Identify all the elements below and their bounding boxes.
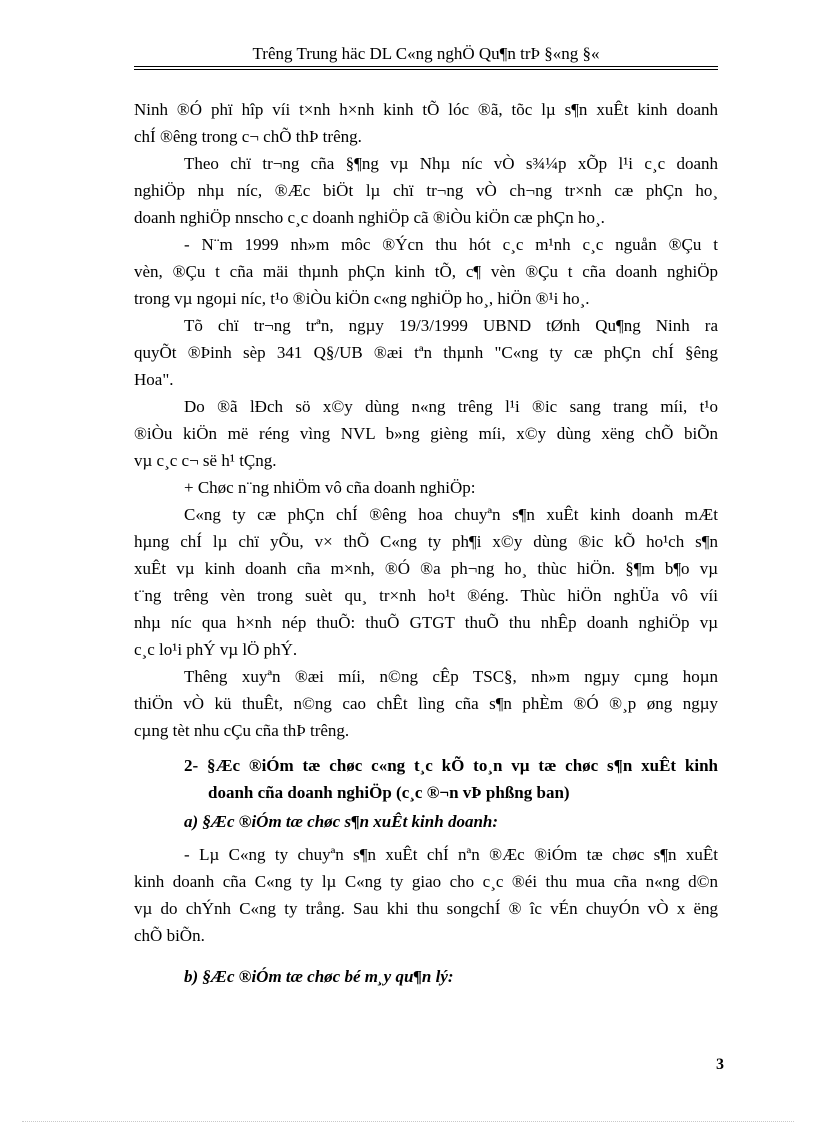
header-rule <box>134 66 718 67</box>
page-body <box>134 96 718 996</box>
text-line: quyÕt ®Þinh sèp 341 Q§/UB ®æi tªn thµnh "C«ng ty cæ phÇn chÍ §êng <box>134 343 718 362</box>
text-line: C«ng ty cæ phÇn chÍ ®êng hoa chuyªn s¶n xuÊt kinh doanh mÆt <box>184 505 718 524</box>
text-line: ®iÒu kiÖn më réng vìng NVL b»ng gièng míi, x©y dùng xëng chÕ biÕn <box>134 424 718 443</box>
text-line: thiÖn vÒ kü thuÊt, n©ng cao chÊt lìng cña s¶n phÈm ®Ó ®¸p øng ngµy <box>134 694 718 713</box>
text-line: doanh nghiÖp nnscho c¸c doanh nghiÖp cã ®iÒu kiÖn cæ phÇn ho¸. <box>134 208 605 227</box>
paragraph-6 <box>134 474 718 501</box>
text-line: nghiÖp nhµ níc, ®Æc biÖt lµ chï tr¬ng vÒ ch¬ng tr×nh cæ phÇn ho¸ <box>134 181 718 200</box>
text-line: Thêng xuyªn ®æi míi, n©ng cÊp TSC§, nh»m ngµy cµng hoµn <box>184 667 718 686</box>
text-line: trong vµ ngoµi níc, t¹o ®iÒu kiÖn c«ng nghiÖp ho¸, hiÖn ®¹i ho¸. <box>134 289 590 308</box>
text-line: + Chøc n¨ng nhiÖm vô cña doanh nghiÖp: <box>184 478 476 497</box>
text-line: cµng tèt nhu cÇu cña thÞ trêng. <box>134 721 350 740</box>
paragraph-4 <box>134 312 718 393</box>
text-line: vµ c¸c c¬ së h¹ tÇng. <box>134 451 277 470</box>
paragraph-a <box>134 841 718 949</box>
page-bottom-rule <box>22 1121 794 1122</box>
text-line: c¸c lo¹i phÝ vµ lÖ phÝ. <box>134 640 298 659</box>
text-line: - Lµ C«ng ty chuyªn s¶n xuÊt chÍ nªn ®Æc ®iÓm tæ chøc s¶n xuÊt <box>184 845 718 864</box>
text-line: - N¨m 1999 nh»m môc ®Ýcn thu hót c¸c m¹nh c¸c nguån ®Çu t <box>184 235 718 254</box>
paragraph-5 <box>134 393 718 474</box>
text-line: xuÊt vµ kinh doanh cña m×nh, ®Ó ®a ph¬ng ho¸ thùc hiÖn. §¶m b¶o vµ <box>134 559 718 578</box>
text-line: chÍ ®êng trong c¬ chÕ thÞ trêng. <box>134 127 362 146</box>
section-heading-line: doanh cña doanh nghiÖp (c¸c ®¬n vÞ phßng ban) <box>208 783 570 802</box>
paragraph-8 <box>134 663 718 744</box>
paragraph-3 <box>134 231 718 312</box>
text-line: Tõ chï tr¬ng trªn, ngµy 19/3/1999 UBND tØnh Qu¶ng Ninh ra <box>184 316 718 335</box>
text-line: hµng chÍ lµ chï yÕu, v× thÕ C«ng ty ph¶i x©y dùng ®ic kÕ ho¹ch s¶n <box>134 532 718 551</box>
text-line: nhµ níc qua h×nh nép thuÕ: thuÕ GTGT thuÕ thu nhÊp doanh nghiÖp vµ <box>134 613 718 632</box>
spacer <box>134 949 718 961</box>
text-line: vµ do chÝnh C«ng ty trång. Sau khi thu songchÍ ® îc vÉn chuyÓn vÒ x ëng <box>134 899 718 918</box>
paragraph-7 <box>134 501 718 663</box>
subheading-a: a) §Æc ®iÓm tæ chøc s¶n xuÊt kinh doanh: <box>184 812 499 831</box>
section-heading <box>134 752 718 806</box>
text-line: vèn, ®Çu t cña mäi thµnh phÇn kinh tÕ, c¶ vèn ®Çu t cña doanh nghiÖp <box>134 262 718 281</box>
header-rule <box>134 69 718 70</box>
text-line: Hoa". <box>134 370 174 389</box>
text-line: Ninh ®Ó phï hîp víi t×nh h×nh kinh tÕ lóc ®ã, tõc lµ s¶n xuÊt kinh doanh <box>134 100 718 119</box>
text-line: chÕ biÕn. <box>134 926 205 945</box>
text-line: t¨ng trêng vèn trong suèt qu¸ tr×nh ho¹t ®éng. Thùc hiÖn nghÜa vô víi <box>134 586 718 605</box>
paragraph-2 <box>134 150 718 231</box>
text-line: Theo chï tr¬ng cña §¶ng vµ Nhµ níc vÒ s¾¼p xÕp l¹i c¸c doanh <box>184 154 718 173</box>
page-number: 3 <box>716 1056 724 1073</box>
paragraph-1 <box>134 96 718 150</box>
subheading-b: b) §Æc ®iÓm tæ chøc bé m¸y qu¶n lý: <box>184 967 454 986</box>
section-heading-line: 2- §Æc ®iÓm tæ chøc c«ng t¸c kÕ to¸n vµ tæ chøc s¶n xuÊt kinh <box>184 756 718 775</box>
text-line: kinh doanh cña C«ng ty lµ C«ng ty giao cho c¸c ®éi thu mua cña n«ng d©n <box>134 872 718 891</box>
text-line: Do ®ã lÐch sö x©y dùng n«ng trêng l¹i ®ic sang trang míi, t¹o <box>184 397 718 416</box>
header-title: Trêng Trung häc DL C«ng nghÖ Qu¶n trÞ §«ng §« <box>252 44 600 63</box>
